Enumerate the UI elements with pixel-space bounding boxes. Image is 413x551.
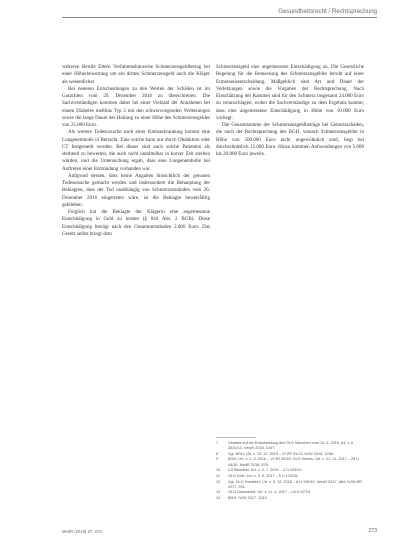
footnote: 11 OLG Köln, Urt. v. 3. 5. 2017 – 5 U 124/16. <box>216 473 299 478</box>
header-rule <box>62 17 377 18</box>
left-column <box>62 64 210 238</box>
page-number: 273 <box>368 528 377 534</box>
journal-citation: MedR (2019) 37: 273 <box>62 529 102 534</box>
paragraph: Folglich hat die Beklagte der Klägerin eine angemessene Entschädigung in Geld zu leisten (§ 844 Abs. 2 BGB). Diese Entschädigung beträgt nach den Gesamtumständen 2.000 Euro. Das Gesetz selbst bringt dem <box>62 209 210 237</box>
footnote: 14 BGH, NJW 2017, 1243. <box>216 496 268 501</box>
footnote: 12 Vgl. OLG Frankfurt, Urt. v. 9. 12. 2016 – 8 U 109/15; VersR 2017, 884; NJW-RR 2017, 931. <box>216 479 363 489</box>
paragraph: Aufgrund dessen, dass keine Angaben hinsichtlich der genauen Todesursache gemacht werden und insbesondere die Behauptung der Beklagten, dass der Tod unabhängig von Schmerzzuständen vom 26. Dezember 2016 eingetreten wäre, ist die Beklagte beweisfällig geblieben. <box>62 172 210 208</box>
footnote: 13 OLG Düsseldorf, Urt. v. 11. 4. 2017 – I-8 U 67/15. <box>216 490 312 495</box>
right-column <box>216 64 364 158</box>
paragraph: Bei neueren Entscheidungen zu den Werten der Schäden ist im Gutachten vom 29. Dezember 2016 zu überschreiten. Die Sachverständigen kommen dabei bei einer Vielzahl der Annahmen bei einem Diabetes mellitus Typ 2 mit den schwerwiegenden Verletzungen sowie die lange Dauer der Heilung zu einer Höhe des Schmerzensgeldes von 25.000 Euro. <box>62 85 210 128</box>
footnotes <box>216 441 366 502</box>
paragraph: Als weitere Todesursache nach einer Krebserkrankung kommt eine Lungenembolie in Betracht. Eine solche kann nur durch Obduktion oder CT festgestellt werden. Bei dieser sind auch solche Patienten als sterbend zu bewerten, die auch nicht unmittelbar in kurzer Zeit sterben würden, und die Untersuchung ergab, dass eine Lungenembolie bei Auftreten einer Entzündung vorhanden war. <box>62 129 210 172</box>
footnote: 7 Hinweis auf die Entscheidung des OLG München vom 13. 6. 2015, Az. 1 U 3521/13, VersR 2016, 1047. <box>216 441 354 451</box>
footnote-rule <box>216 437 256 438</box>
paragraph: weiteren Berufe Eltern Verfahrenshinweise Schmerzensgeldbetrag bei einer Höherbewertung um ein drittes Schmerzensgeld auch die Kläger als wesentlicher <box>62 64 210 85</box>
paragraph: Die Gesamtsumme der Schmerzensgeldbeträge bei Geburtsschäden, die nach der Rechtsprechung des BGH, wonach Schmerzensgelder in Höhe von 500.000 Euro nicht ungewöhnlich sind, liegt bei durchschnittlich 12.000 Euro. Hinzu kommen Aufwendungen von 5.000 bis 20.000 Euro jeweils. <box>216 122 364 157</box>
section-title: Gesundheitsrecht / Rechtsprechung <box>278 8 377 15</box>
footnote: 9 BGH, Urt. v. 1. 3. 2016 – VI ZR 34/15; OLG Hamm, Urt. v. 21. 11. 2017 – 26 U 44/16, MedR 2018, 678. <box>216 457 360 467</box>
paragraph: Schmerzensgeld eine angemessene Entschädigung zu. Die Gesetzliche Regelung für die Bemessung des Schmerzensgeldes beruht auf einer Ermessensentscheidung. Maßgeblich sind Art und Dauer der Verletzungen sowie die Vorgaben der Rechtsprechung. Nach Einschätzung der Kammer sind für den Schmerz insgesamt 24.000 Euro zu veranschlagen, wobei die Sachverständige zu dem Ergebnis kommt, dass eine angemessene Entschädigung in Höhe von 10.000 Euro vorliegt. <box>216 64 364 121</box>
footnote: 10 LG Bielefeld, Urt. v. 2. 7. 2015 – 4 O 229/12. <box>216 468 303 473</box>
footnote: 8 Vgl. BGH, Urt. v. 15. 12. 2015 – VI ZR 31/13, NJW 2016, 1256. <box>216 451 334 456</box>
